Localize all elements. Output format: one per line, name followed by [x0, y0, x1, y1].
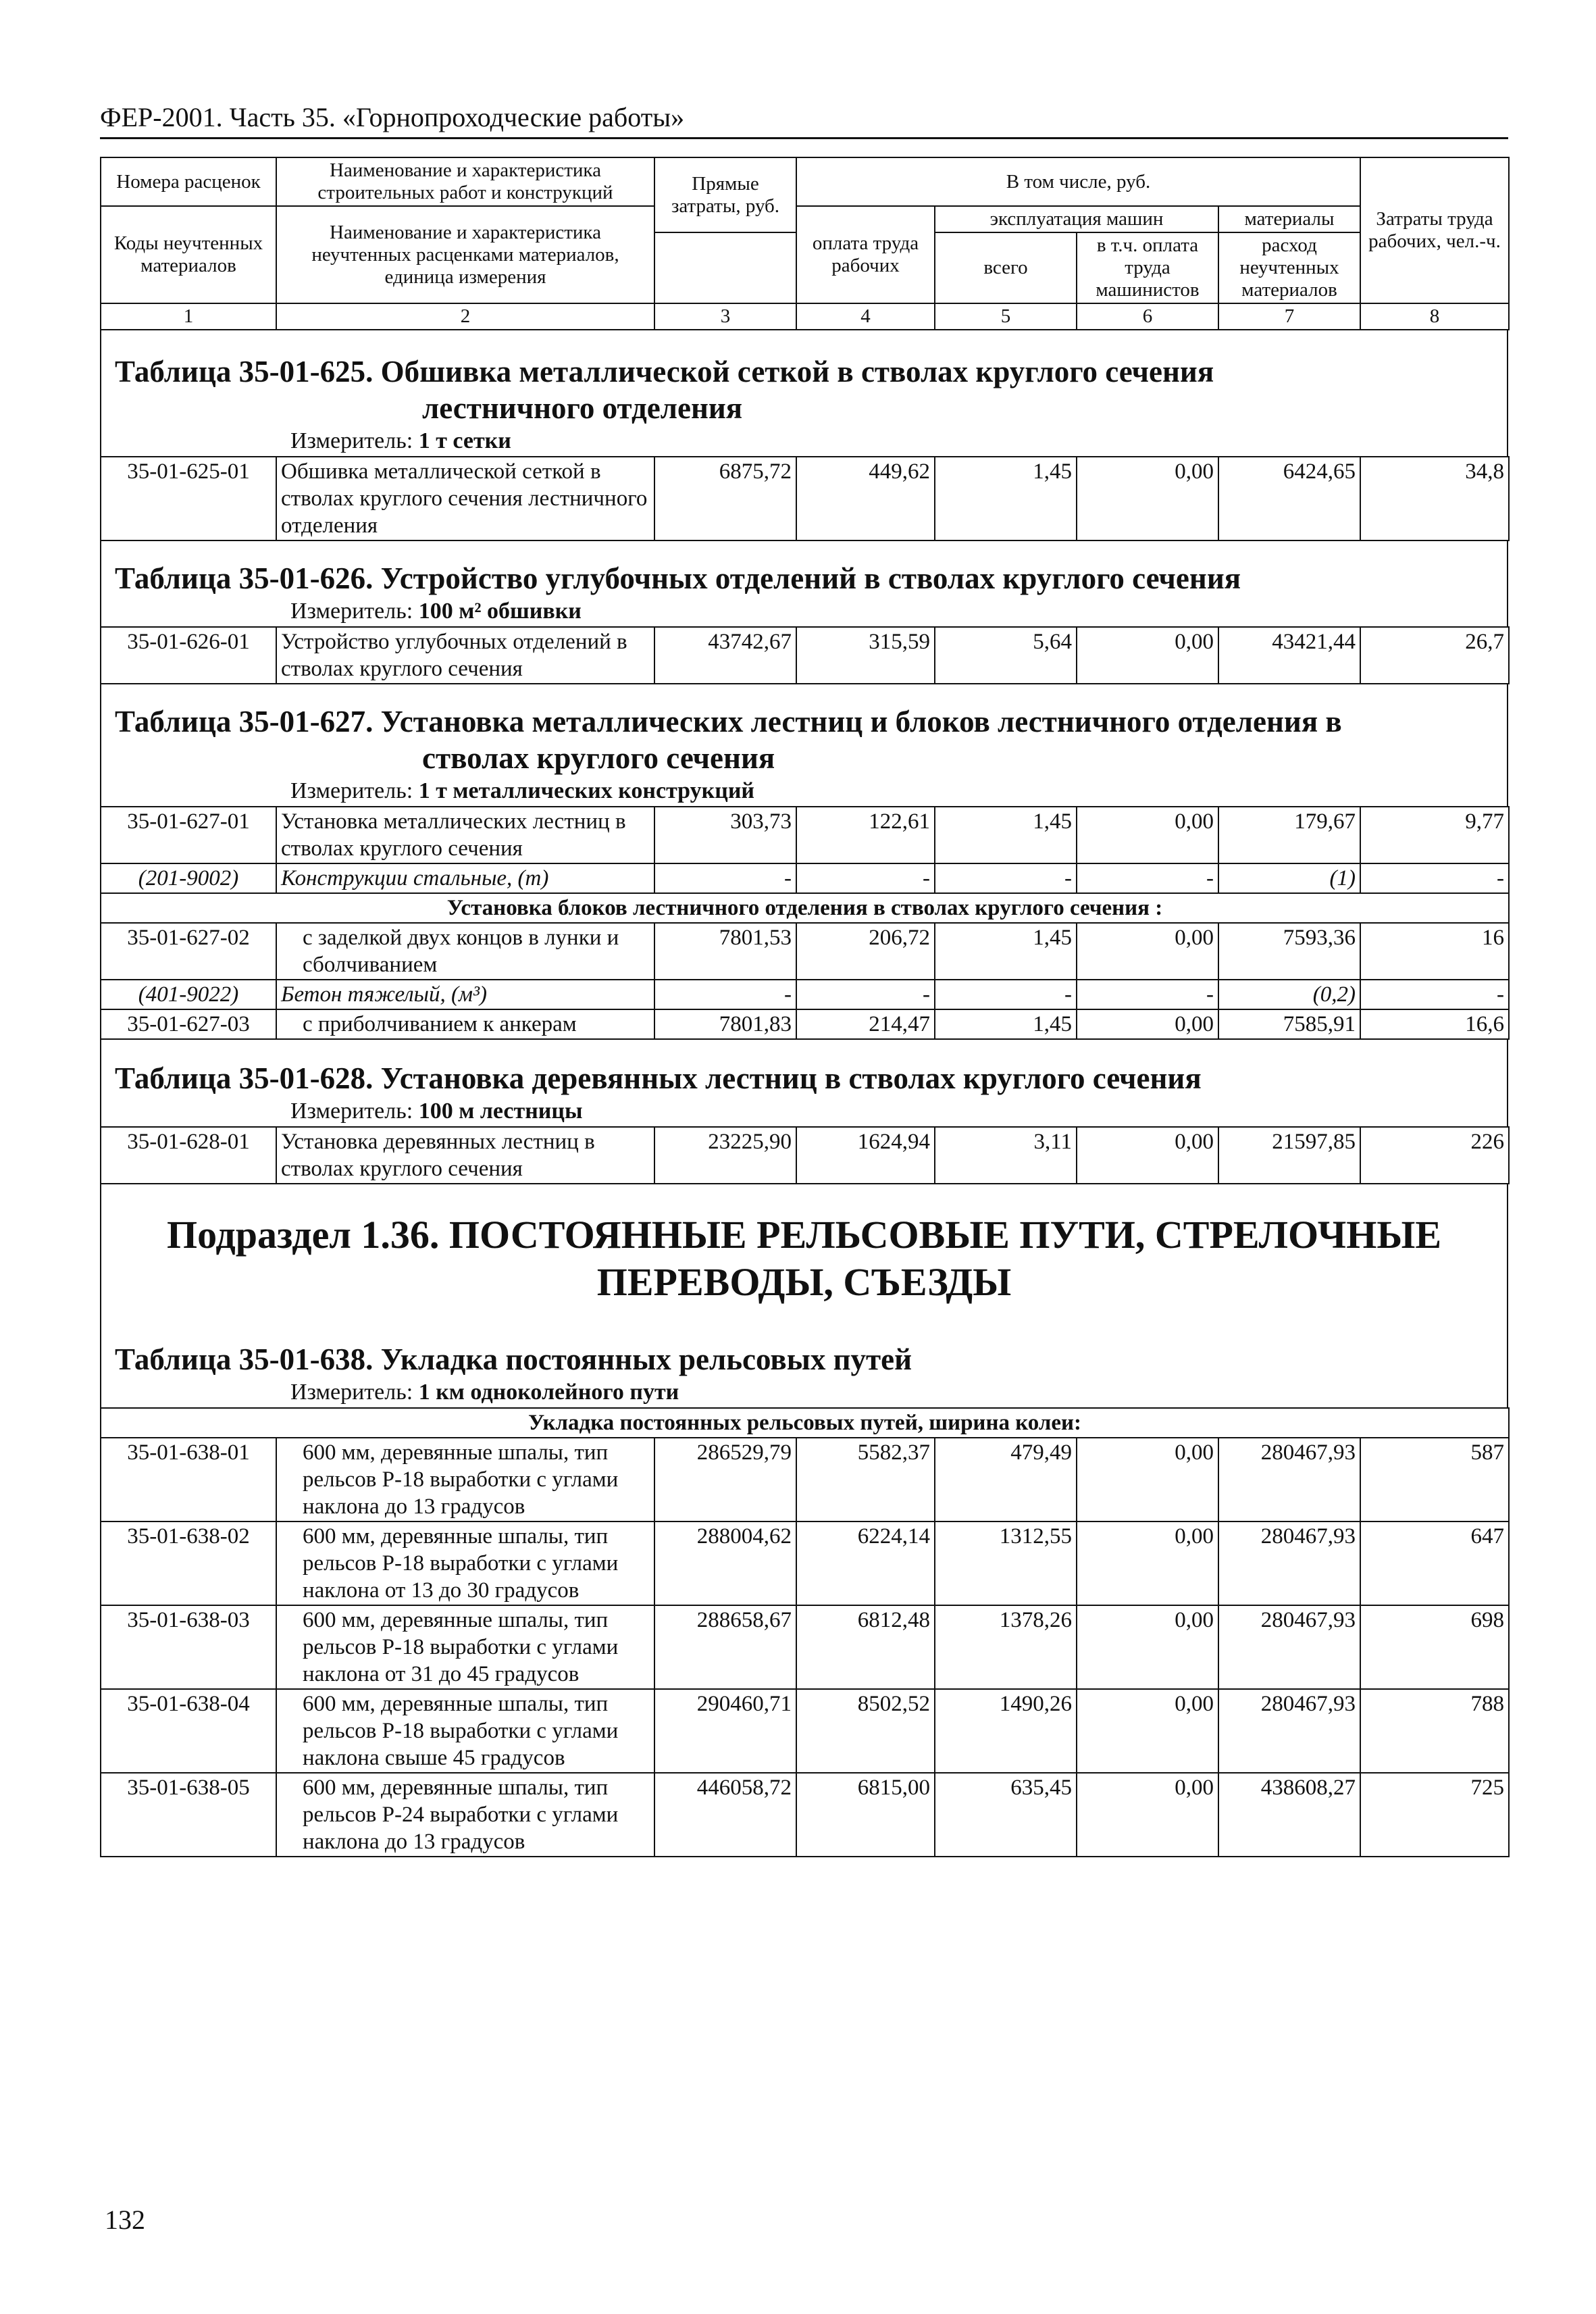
material-value: - [1360, 863, 1509, 893]
table-638-block [100, 1326, 1508, 1407]
header-labor-hours: Затраты труда рабочих, чел.-ч. [1360, 157, 1509, 303]
row-materials: 280467,93 [1218, 1605, 1360, 1689]
row-labor-pay: 206,72 [796, 923, 935, 980]
column-number: 7 [1218, 303, 1360, 330]
table-627-measure: Измеритель: 1 т металлических конструкций [290, 778, 755, 803]
row-code: 35-01-638-03 [101, 1605, 276, 1689]
column-number: 1 [101, 303, 276, 330]
row-name: 600 мм, деревянные шпалы, тип рельсов Р-18 выработки с углами наклона от 31 до 45 градусов [276, 1605, 654, 1689]
header-codes-top: Номера расценок [101, 157, 276, 206]
table-638-title: Таблица 35-01-638. Укладка постоянных рельсовых путей [115, 1342, 912, 1376]
row-labor-pay: 6224,14 [796, 1521, 935, 1605]
material-code: (201-9002) [101, 863, 276, 893]
row-labor-pay: 449,62 [796, 457, 935, 540]
row-code: 35-01-627-01 [101, 807, 276, 863]
row-labor-hours: 16,6 [1360, 1009, 1509, 1039]
material-row [101, 863, 1509, 893]
row-machines-total: 1490,26 [935, 1689, 1077, 1773]
table-row [101, 807, 1509, 863]
row-materials: 179,67 [1218, 807, 1360, 863]
row-materials: 43421,44 [1218, 627, 1360, 684]
running-header: ФЕР-2001. Часть 35. «Горнопроходческие работы» [100, 101, 1508, 139]
table-row [101, 1605, 1509, 1689]
row-code: 35-01-638-05 [101, 1773, 276, 1857]
header-labor-pay: оплата труда рабочих [796, 206, 935, 303]
header-codes-bottom: Коды неучтенных материалов [101, 206, 276, 303]
row-code: 35-01-638-02 [101, 1521, 276, 1605]
table-638-subheading: Укладка постоянных рельсовых путей, ширина колеи: [101, 1408, 1509, 1438]
header-direct-costs: Прямые затраты, руб. [654, 157, 796, 232]
row-labor-pay: 5582,37 [796, 1438, 935, 1521]
row-materials: 7593,36 [1218, 923, 1360, 980]
column-number: 2 [276, 303, 654, 330]
material-value: - [935, 980, 1077, 1009]
subheading-row [101, 893, 1509, 923]
row-code: 35-01-626-01 [101, 627, 276, 684]
header-material-usage: расход неучтенных материалов [1218, 232, 1360, 303]
material-value: - [654, 863, 796, 893]
row-machines-total: 1,45 [935, 923, 1077, 980]
table-627-title: Таблица 35-01-627. Установка металлических лестниц и блоков лестничного отделения в стволах круглого сечения [115, 705, 1342, 775]
table-625-data [100, 456, 1510, 541]
row-direct-costs: 288658,67 [654, 1605, 796, 1689]
table-row [101, 1009, 1509, 1039]
table-638-measure: Измеритель: 1 км одноколейного пути [290, 1380, 679, 1405]
subsection-heading: Подраздел 1.36. ПОСТОЯННЫЕ РЕЛЬСОВЫЕ ПУТИ, СТРЕЛОЧНЫЕ ПЕРЕВОДЫ, СЪЕЗДЫ [166, 1213, 1442, 1304]
row-machinist-pay: 0,00 [1077, 1521, 1218, 1605]
row-labor-pay: 1624,94 [796, 1127, 935, 1184]
row-direct-costs: 446058,72 [654, 1773, 796, 1857]
row-labor-hours: 698 [1360, 1605, 1509, 1689]
table-row [101, 627, 1509, 684]
row-machines-total: 1,45 [935, 807, 1077, 863]
row-code: 35-01-627-02 [101, 923, 276, 980]
row-name: 600 мм, деревянные шпалы, тип рельсов Р-18 выработки с углами наклона до 13 градусов [276, 1438, 654, 1521]
row-machines-total: 1,45 [935, 1009, 1077, 1039]
row-direct-costs: 7801,53 [654, 923, 796, 980]
row-machinist-pay: 0,00 [1077, 1689, 1218, 1773]
row-name: 600 мм, деревянные шпалы, тип рельсов Р-24 выработки с углами наклона до 13 градусов [276, 1773, 654, 1857]
row-direct-costs: 23225,90 [654, 1127, 796, 1184]
row-direct-costs: 7801,83 [654, 1009, 796, 1039]
row-name: 600 мм, деревянные шпалы, тип рельсов Р-18 выработки с углами наклона свыше 45 градусов [276, 1689, 654, 1773]
row-materials: 280467,93 [1218, 1521, 1360, 1605]
row-labor-pay: 6812,48 [796, 1605, 935, 1689]
row-machines-total: 479,49 [935, 1438, 1077, 1521]
row-labor-hours: 725 [1360, 1773, 1509, 1857]
header-machinist-pay: в т.ч. оплата труда машинистов [1077, 232, 1218, 303]
row-direct-costs: 288004,62 [654, 1521, 796, 1605]
row-code: 35-01-638-04 [101, 1689, 276, 1773]
row-machinist-pay: 0,00 [1077, 1605, 1218, 1689]
row-labor-hours: 16 [1360, 923, 1509, 980]
table-row [101, 457, 1509, 540]
header-names-bottom: Наименование и характеристика неучтенных расценками материалов, единица измерения [276, 206, 654, 303]
row-machinist-pay: 0,00 [1077, 457, 1218, 540]
table-626-title: Таблица 35-01-626. Устройство углубочных отделений в стволах круглого сечения [115, 561, 1241, 595]
table-628-measure: Измеритель: 100 м лестницы [290, 1099, 583, 1124]
material-usage: (1) [1218, 863, 1360, 893]
row-materials: 280467,93 [1218, 1438, 1360, 1521]
table-row [101, 1521, 1509, 1605]
row-direct-costs: 43742,67 [654, 627, 796, 684]
row-labor-pay: 122,61 [796, 807, 935, 863]
row-code: 35-01-625-01 [101, 457, 276, 540]
row-labor-hours: 34,8 [1360, 457, 1509, 540]
column-header-table [100, 157, 1510, 330]
table-row [101, 923, 1509, 980]
row-name: 600 мм, деревянные шпалы, тип рельсов Р-18 выработки с углами наклона от 13 до 30 градусов [276, 1521, 654, 1605]
row-labor-pay: 8502,52 [796, 1689, 935, 1773]
table-628-data [100, 1126, 1510, 1184]
row-labor-hours: 9,77 [1360, 807, 1509, 863]
material-value: - [1077, 980, 1218, 1009]
table-627-subheading: Установка блоков лестничного отделения в стволах круглого сечения : [101, 893, 1509, 923]
column-number: 4 [796, 303, 935, 330]
row-materials: 438608,27 [1218, 1773, 1360, 1857]
row-direct-costs: 6875,72 [654, 457, 796, 540]
material-value: - [1360, 980, 1509, 1009]
column-number: 6 [1077, 303, 1218, 330]
header-machines: эксплуатация машин [935, 206, 1218, 232]
row-machinist-pay: 0,00 [1077, 923, 1218, 980]
row-labor-hours: 587 [1360, 1438, 1509, 1521]
row-code: 35-01-628-01 [101, 1127, 276, 1184]
row-machines-total: 1,45 [935, 457, 1077, 540]
table-626-data [100, 626, 1510, 684]
table-638-data [100, 1407, 1510, 1857]
table-627-data [100, 806, 1510, 1040]
row-labor-pay: 214,47 [796, 1009, 935, 1039]
row-labor-pay: 315,59 [796, 627, 935, 684]
row-machinist-pay: 0,00 [1077, 1127, 1218, 1184]
material-usage: (0,2) [1218, 980, 1360, 1009]
row-machines-total: 5,64 [935, 627, 1077, 684]
material-value: - [935, 863, 1077, 893]
column-number: 8 [1360, 303, 1509, 330]
table-row [101, 1438, 1509, 1521]
table-625-measure: Измеритель: 1 т сетки [290, 428, 511, 453]
row-machinist-pay: 0,00 [1077, 807, 1218, 863]
row-labor-pay: 6815,00 [796, 1773, 935, 1857]
row-labor-hours: 226 [1360, 1127, 1509, 1184]
row-machinist-pay: 0,00 [1077, 1009, 1218, 1039]
page-number: 132 [105, 2205, 145, 2235]
header-names-top: Наименование и характеристика строительных работ и конструкций [276, 157, 654, 206]
row-direct-costs: 303,73 [654, 807, 796, 863]
header-materials: материалы [1218, 206, 1360, 232]
column-number: 3 [654, 303, 796, 330]
subsection-block [100, 1184, 1508, 1326]
material-value: - [1077, 863, 1218, 893]
material-value: - [796, 980, 935, 1009]
table-626-measure: Измеритель: 100 м² обшивки [290, 599, 582, 624]
row-direct-costs: 290460,71 [654, 1689, 796, 1773]
row-name: Обшивка металлической сеткой в стволах круглого сечения лестничного отделения [276, 457, 654, 540]
row-machines-total: 3,11 [935, 1127, 1077, 1184]
row-name: Устройство углубочных отделений в стволах круглого сечения [276, 627, 654, 684]
row-name: с приболчиванием к анкерам [276, 1009, 654, 1039]
header-machines-total: всего [935, 232, 1077, 303]
table-row [101, 1689, 1509, 1773]
row-name: Установка металлических лестниц в стволах круглого сечения [276, 807, 654, 863]
row-machines-total: 635,45 [935, 1773, 1077, 1857]
material-code: (401-9022) [101, 980, 276, 1009]
table-625-block [100, 330, 1508, 456]
material-value: - [796, 863, 935, 893]
document-page [100, 101, 1508, 1857]
row-machines-total: 1312,55 [935, 1521, 1077, 1605]
row-materials: 7585,91 [1218, 1009, 1360, 1039]
row-machinist-pay: 0,00 [1077, 627, 1218, 684]
material-row [101, 980, 1509, 1009]
row-machines-total: 1378,26 [935, 1605, 1077, 1689]
material-name: Бетон тяжелый, (м³) [276, 980, 654, 1009]
table-625-title: Таблица 35-01-625. Обшивка металлической сеткой в стволах круглого сечения лестничного отделения [115, 355, 1214, 425]
column-number: 5 [935, 303, 1077, 330]
material-name: Конструкции стальные, (т) [276, 863, 654, 893]
row-code: 35-01-627-03 [101, 1009, 276, 1039]
row-machinist-pay: 0,00 [1077, 1773, 1218, 1857]
row-labor-hours: 788 [1360, 1689, 1509, 1773]
header-including: В том числе, руб. [796, 157, 1360, 206]
row-name: с заделкой двух концов в лунки и сболчиванием [276, 923, 654, 980]
row-direct-costs: 286529,79 [654, 1438, 796, 1521]
table-row [101, 1773, 1509, 1857]
row-labor-hours: 647 [1360, 1521, 1509, 1605]
row-machinist-pay: 0,00 [1077, 1438, 1218, 1521]
table-row [101, 1127, 1509, 1184]
row-labor-hours: 26,7 [1360, 627, 1509, 684]
table-626-block [100, 541, 1508, 626]
subheading-row [101, 1408, 1509, 1438]
table-627-block [100, 684, 1508, 806]
table-628-block [100, 1040, 1508, 1126]
table-628-title: Таблица 35-01-628. Установка деревянных лестниц в стволах круглого сечения [115, 1061, 1202, 1095]
material-value: - [654, 980, 796, 1009]
row-name: Установка деревянных лестниц в стволах круглого сечения [276, 1127, 654, 1184]
row-materials: 6424,65 [1218, 457, 1360, 540]
row-code: 35-01-638-01 [101, 1438, 276, 1521]
row-materials: 280467,93 [1218, 1689, 1360, 1773]
row-materials: 21597,85 [1218, 1127, 1360, 1184]
